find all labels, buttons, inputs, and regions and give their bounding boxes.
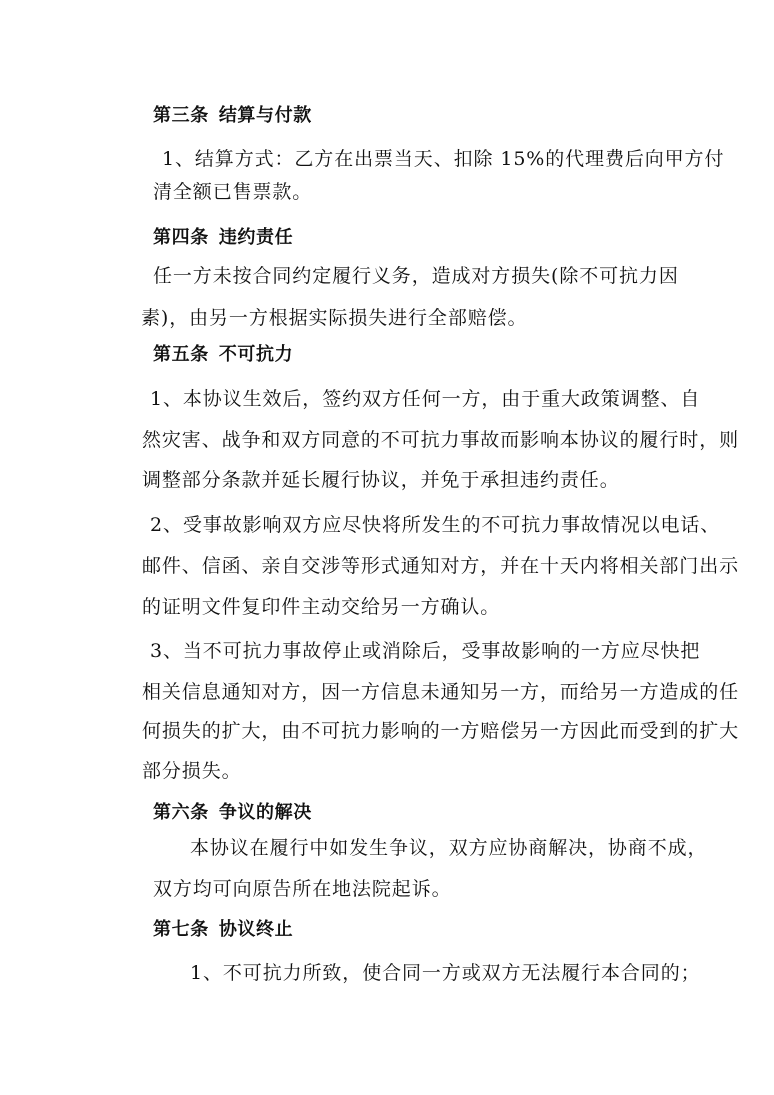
section-heading-5: [153, 343, 293, 367]
section-title: 争议的解决: [218, 802, 312, 823]
paragraph-line: 何损失的扩大，由不可抗力影响的一方赔偿另一方因此而受到的扩大: [142, 720, 740, 742]
section-number: 第七条: [153, 919, 209, 940]
section-number: 第三条: [153, 105, 209, 126]
paragraph-line: 的证明文件复印件主动交给另一方确认。: [142, 596, 501, 618]
section-title: 不可抗力: [218, 344, 294, 365]
section-number: 第五条: [153, 344, 209, 365]
paragraph-line: 邮件、信函、亲自交涉等形式通知对方，并在十天内将相关部门出示: [142, 555, 740, 577]
paragraph-line: 1、结算方式：乙方在出票当天、扣除 15%的代理费后向甲方付: [162, 148, 725, 170]
section-number: 第四条: [153, 227, 209, 248]
section-title: 违约责任: [218, 227, 294, 248]
section-heading-7: [153, 918, 293, 942]
paragraph-line: 2、受事故影响双方应尽快将所发生的不可抗力事故情况以电话、: [150, 514, 721, 536]
paragraph-line: 1、不可抗力所致，使合同一方或双方无法履行本合同的；: [190, 962, 701, 984]
paragraph-line: 相关信息通知对方，因一方信息未通知另一方，而给另一方造成的任: [142, 681, 740, 703]
paragraph-line: 3、当不可抗力事故停止或消除后，受事故影响的一方应尽快把: [150, 640, 701, 662]
paragraph-line: 清全额已售票款。: [153, 181, 313, 203]
section-heading-3: [153, 104, 312, 128]
section-heading-4: [153, 226, 293, 250]
paragraph-line: 调整部分条款并延长履行协议，并免于承担违约责任。: [142, 469, 620, 491]
paragraph-line: 部分损失。: [142, 760, 242, 782]
paragraph-line: 双方均可向原告所在地法院起诉。: [153, 878, 452, 900]
paragraph-line: 任一方未按合同约定履行义务，造成对方损失(除不可抗力因: [153, 265, 679, 287]
section-title: 结算与付款: [218, 105, 312, 126]
paragraph-line: 素)，由另一方根据实际损失进行全部赔偿。: [141, 307, 528, 329]
paragraph-line: 本协议在履行中如发生争议，双方应协商解决，协商不成，: [190, 837, 708, 859]
paragraph-line: 然灾害、战争和双方同意的不可抗力事故而影响本协议的履行时，则: [142, 429, 740, 451]
section-number: 第六条: [153, 802, 209, 823]
section-heading-6: [153, 801, 312, 825]
paragraph-line: 1、本协议生效后，签约双方任何一方，由于重大政策调整、自: [150, 388, 701, 410]
section-title: 协议终止: [218, 919, 294, 940]
